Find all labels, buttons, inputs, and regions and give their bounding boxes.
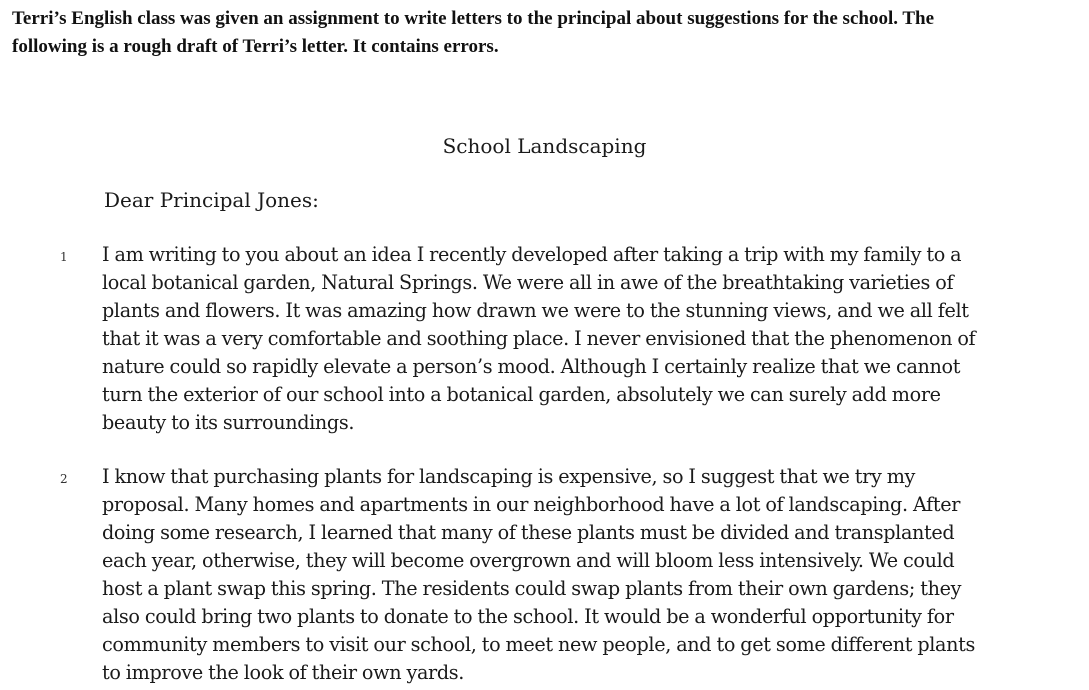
letter-salutation: Dear Principal Jones: — [104, 188, 319, 212]
paragraph-number-1: 1 — [60, 250, 68, 264]
paragraph-2 — [102, 463, 1062, 687]
paragraph-number-2: 2 — [60, 472, 68, 486]
paragraph-1-line: local botanical garden, Natural Springs. We were all in awe of the breathtaking varieties of — [102, 271, 954, 294]
paragraph-2-line: I know that purchasing plants for landscaping is expensive, so I suggest that we try my — [102, 465, 916, 488]
paragraph-1-line: nature could so rapidly elevate a person’s mood. Although I certainly realize that we cannot — [102, 355, 961, 378]
paragraph-2-line: host a plant swap this spring. The residents could swap plants from their own gardens; they — [102, 577, 962, 600]
assignment-intro — [12, 5, 1074, 61]
paragraph-1-line: that it was a very comfortable and soothing place. I never envisioned that the phenomenon of — [102, 327, 976, 350]
paragraph-2-line: doing some research, I learned that many of these plants must be divided and transplanted — [102, 521, 955, 544]
paragraph-1-line: turn the exterior of our school into a botanical garden, absolutely we can surely add more — [102, 383, 941, 406]
paragraph-2-line: community members to visit our school, to meet new people, and to get some different plants — [102, 633, 975, 656]
intro-line-1: Terri’s English class was given an assignment to write letters to the principal about suggestions for the school. The — [12, 8, 935, 29]
paragraph-2-line: each year, otherwise, they will become overgrown and will bloom less intensively. We could — [102, 549, 955, 572]
intro-line-2: following is a rough draft of Terri’s letter. It contains errors. — [12, 36, 499, 57]
paragraph-1-line: plants and flowers. It was amazing how drawn we were to the stunning views, and we all felt — [102, 299, 969, 322]
letter-title: School Landscaping — [442, 134, 647, 158]
paragraph-1-line: beauty to its surroundings. — [102, 411, 355, 434]
paragraph-1-line: I am writing to you about an idea I recently developed after taking a trip with my family to a — [102, 243, 962, 266]
paragraph-2-line: to improve the look of their own yards. — [102, 661, 465, 684]
paragraph-2-line: also could bring two plants to donate to the school. It would be a wonderful opportunity for — [102, 605, 954, 628]
paragraph-1 — [102, 241, 1062, 437]
paragraph-2-line: proposal. Many homes and apartments in our neighborhood have a lot of landscaping. After — [102, 493, 961, 516]
